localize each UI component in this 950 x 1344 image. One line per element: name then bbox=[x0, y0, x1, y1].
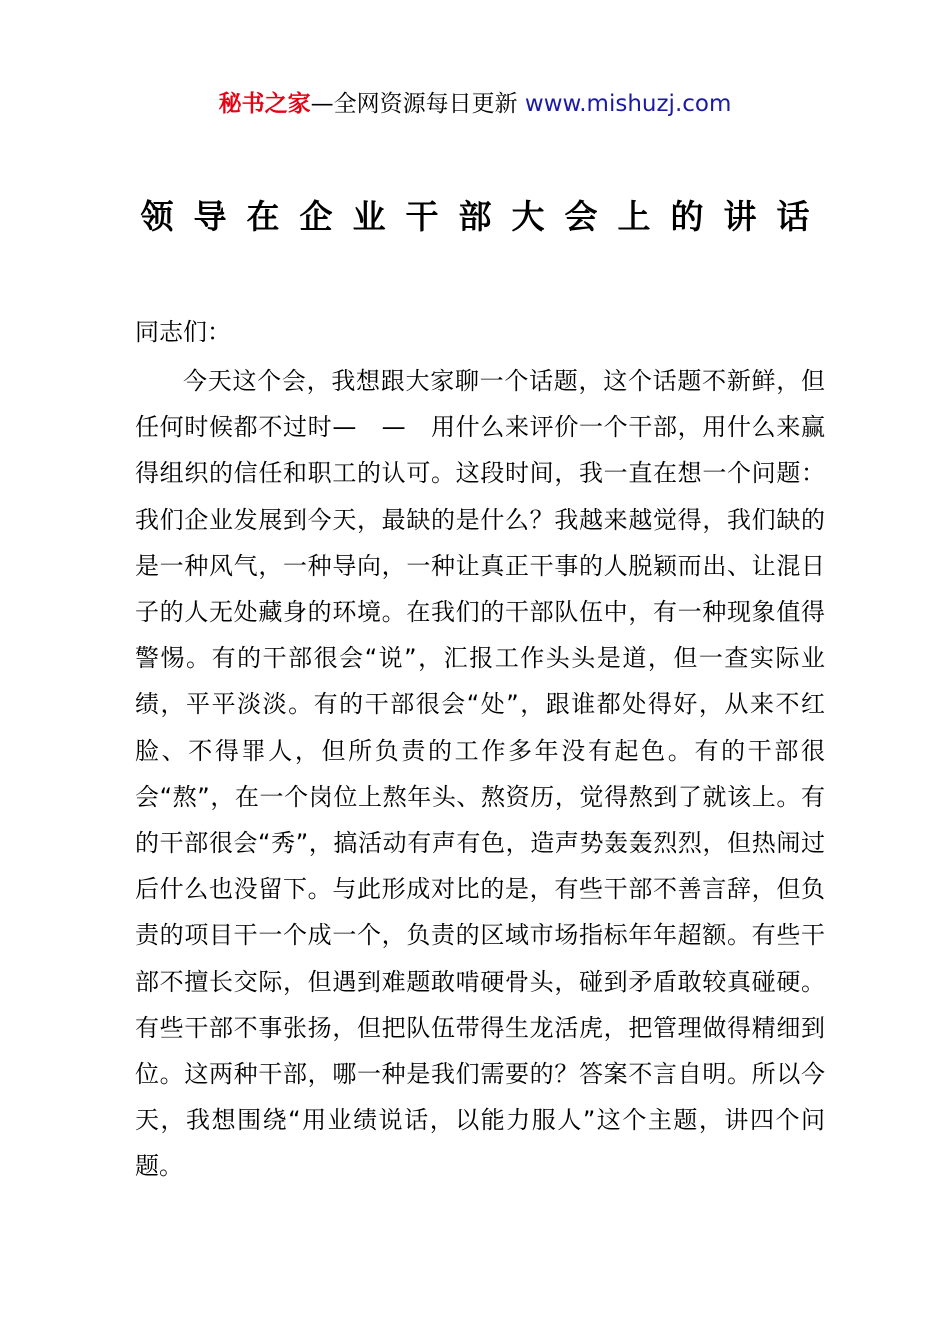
salutation: 同志们： bbox=[135, 318, 231, 346]
site-url-link[interactable]: www.mishuzj.com bbox=[524, 91, 732, 117]
site-brand: 秘书之家 bbox=[218, 91, 311, 117]
site-tagline: —全网资源每日更新 bbox=[310, 91, 525, 117]
document-title: 领导在企业干部大会上的讲话 bbox=[140, 197, 830, 236]
site-header bbox=[0, 86, 950, 122]
body-paragraph: 今天这个会，我想跟大家聊一个话题，这个话题不新鲜，但任何时候都不过时— — 用什么来评价一个干部，用什么来赢得组织的信任和职工的认可。这段时间，我一直在想一个问题：我们企业发展到今天，最缺的是什么？我越来越觉得，我们缺的是一种风气，一种导向，一种让真正干事的人脱颖而出、让混日子的人无处藏身的环境。在我们的干部队伍中，有一种现象值得警惕。有的干部很会“说”，汇报工作头头是道，但一查实际业绩，平平淡淡。有的干部很会“处”，跟谁都处得好，从来不红脸、不得罪人，但所负责的工作多年没有起色。有的干部很会“熬”，在一个岗位上熬年头、熬资历，觉得熬到了就该上。有的干部很会“秀”，搞活动有声有色，造声势轰轰烈烈，但热闹过后什么也没留下。与此形成对比的是，有些干部不善言辞，但负责的项目干一个成一个，负责的区域市场指标年年超额。有些干部不擅长交际，但遇到难题敢啃硬骨头，碰到矛盾敢较真碰硬。有些干部不事张扬，但把队伍带得生龙活虎，把管理做得精细到位。这两种干部，哪一种是我们需要的？答案不言自明。所以今天，我想围绕“用业绩说话，以能力服人”这个主题，讲四个问题。 bbox=[135, 367, 825, 1181]
